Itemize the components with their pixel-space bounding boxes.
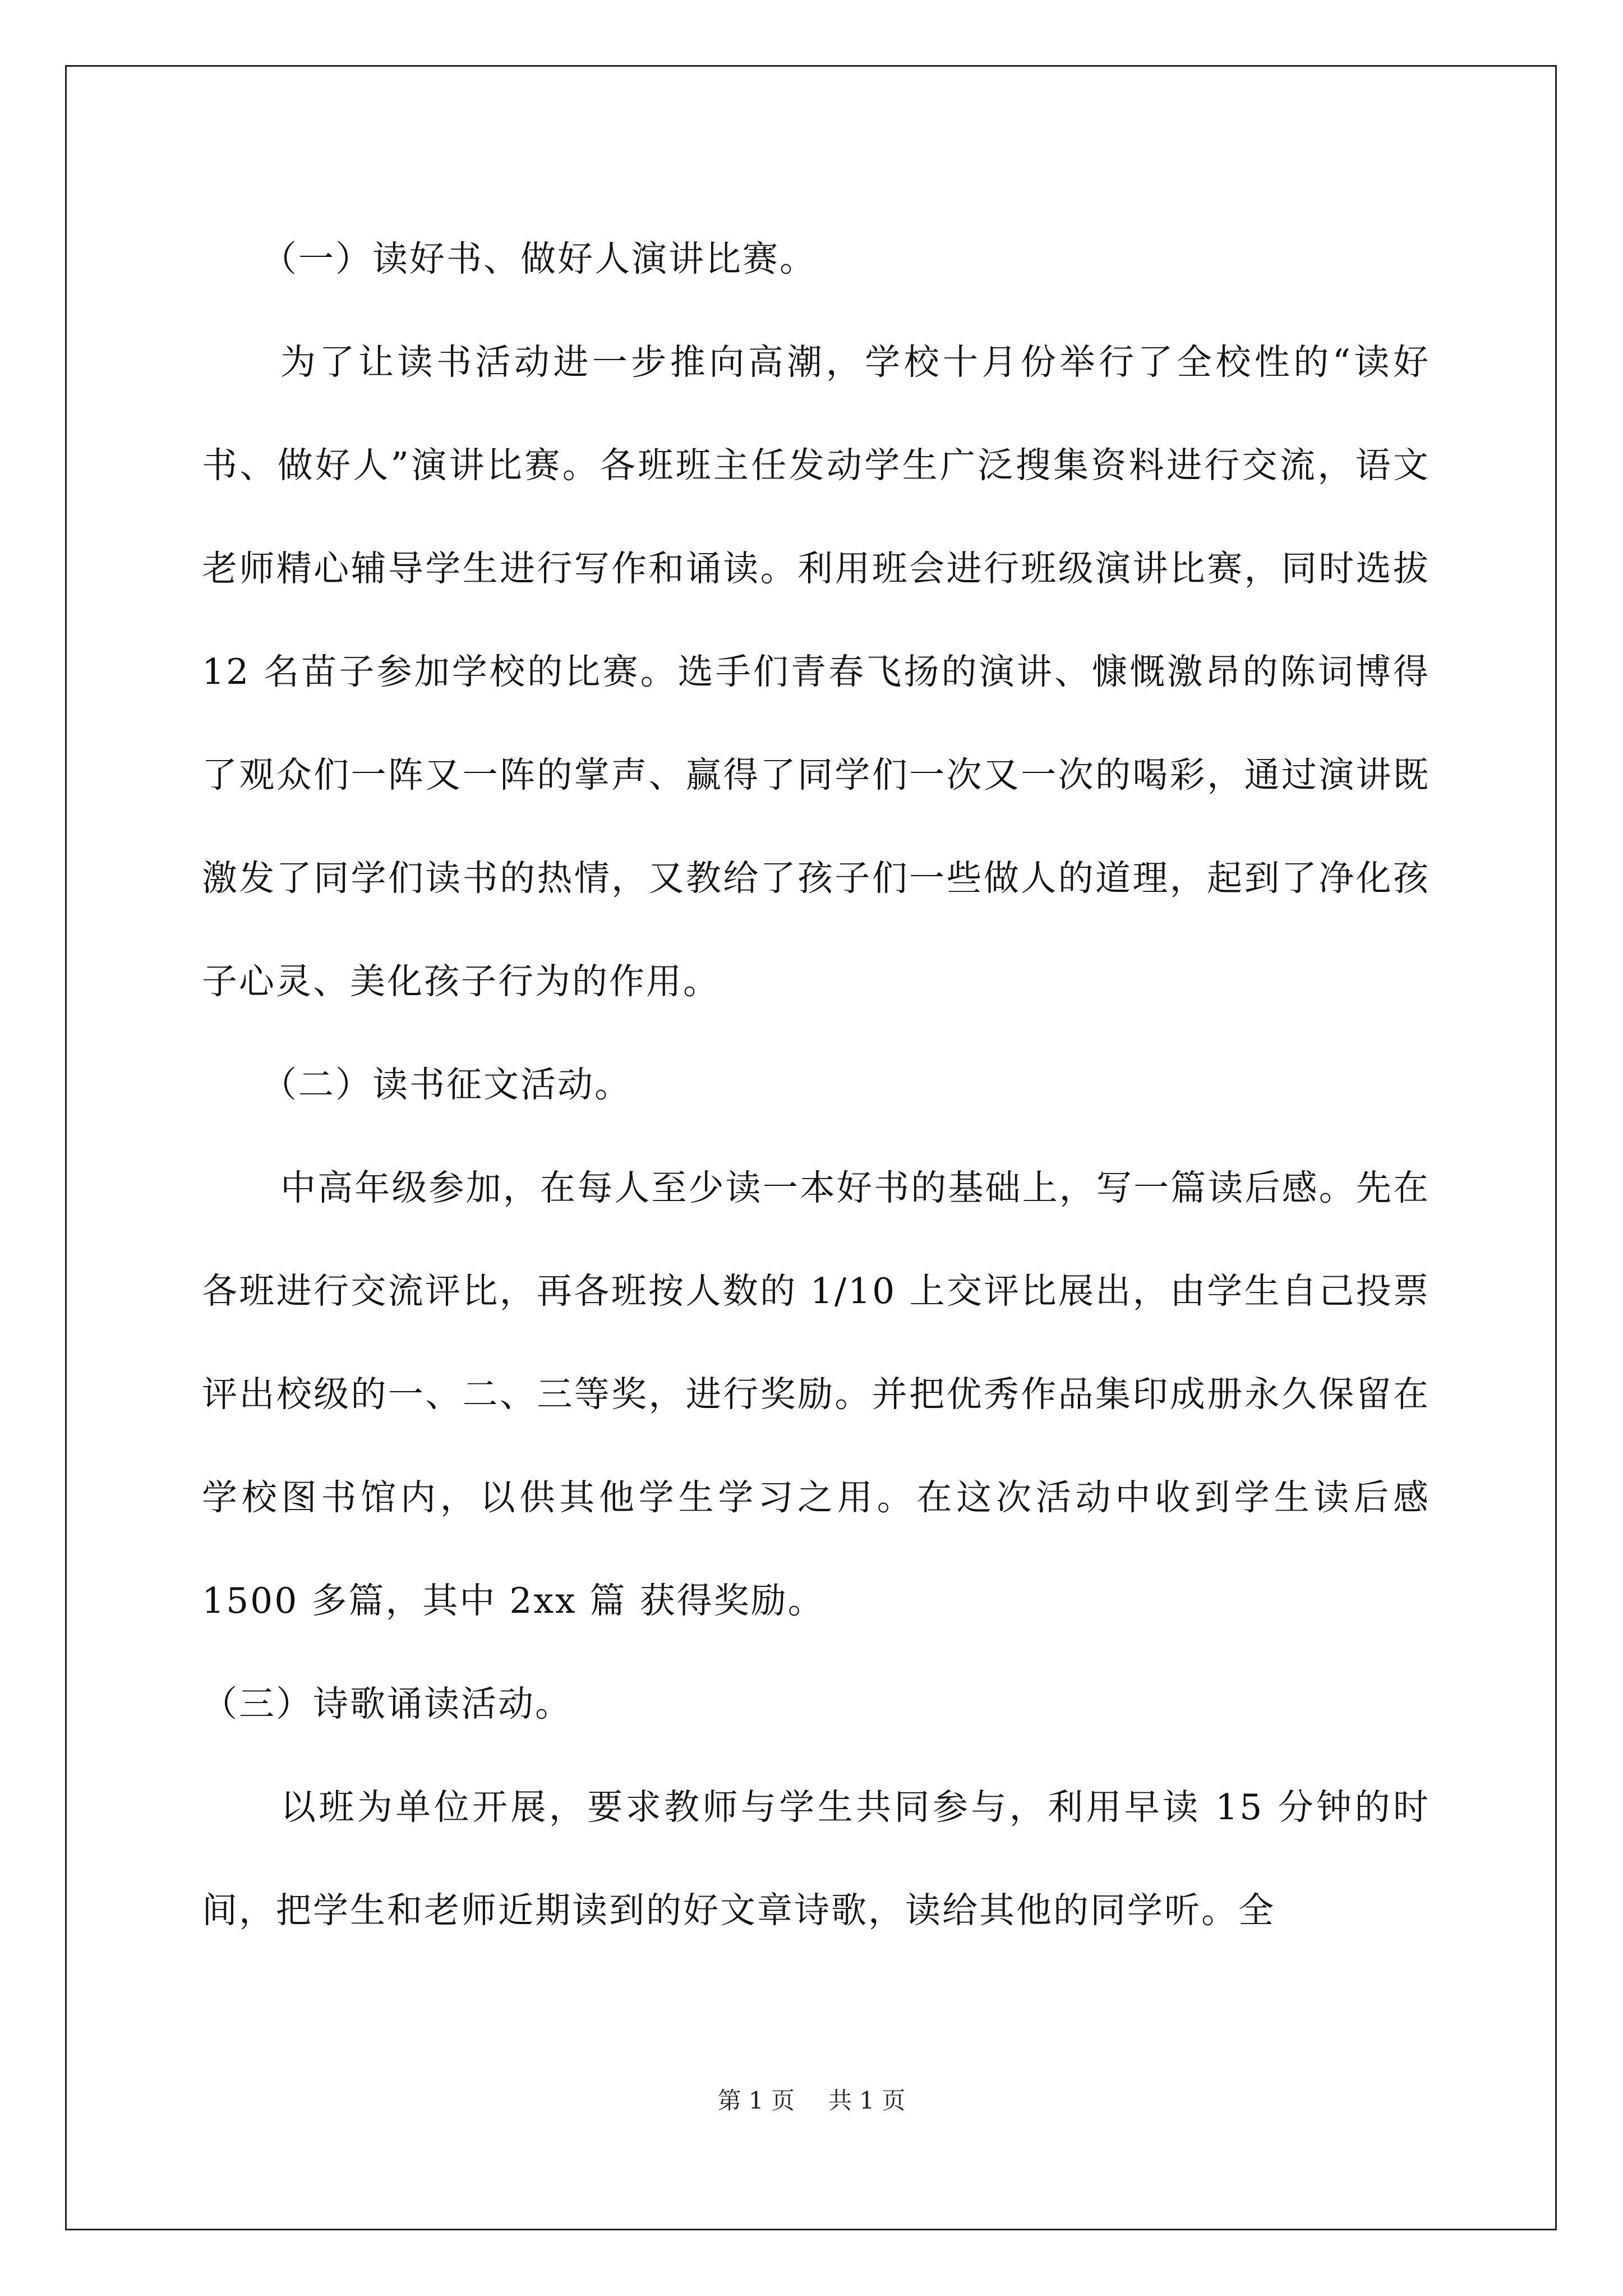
document-body <box>202 208 1430 1962</box>
page-number-total: 共 1 页 <box>828 2087 906 2114</box>
section-paragraph-2: 中高年级参加，在每人至少读一本好书的基础上，写一篇读后感。先在各班进行交流评比，再各班按人数的 1/10 上交评比展出，由学生自己投票评出校级的一、二、三等奖，进行奖励。并把优秀作品集印成册永久保留在学校图书馆内，以供其他学生学习之用。在这次活动中收到学生读后感 1500 多篇，其中 2xx 篇 获得奖励。 <box>202 1167 1430 1621</box>
section-heading-2: （二）读书征文活动。 <box>261 1064 631 1105</box>
section-paragraph-3: 以班为单位开展，要求教师与学生共同参与，利用早读 15 分钟的时间，把学生和老师近期读到的好文章诗歌，读给其他的同学听。全 <box>202 1787 1430 1931</box>
page-number-current: 第 1 页 <box>717 2087 795 2114</box>
page-footer <box>0 2082 1623 2116</box>
section-heading-1: （一）读好书、做好人演讲比赛。 <box>261 238 817 279</box>
section-heading-3: （三）诗歌诵读活动。 <box>202 1683 572 1724</box>
section-paragraph-1: 为了让读书活动进一步推向高潮，学校十月份举行了全校性的“读好书、做好人”演讲比赛。各班班主任发动学生广泛搜集资料进行交流，语文老师精心辅导学生进行写作和诵读。利用班会进行班级演讲比赛，同时选拔 12 名苗子参加学校的比赛。选手们青春飞扬的演讲、慷慨激昂的陈词博得了观众们一阵又一阵的掌声、赢得了同学们一次又一次的喝彩，通过演讲既激发了同学们读书的热情，又教给了孩子们一些做人的道理，起到了净化孩子心灵、美化孩子行为的作用。 <box>202 342 1430 1002</box>
